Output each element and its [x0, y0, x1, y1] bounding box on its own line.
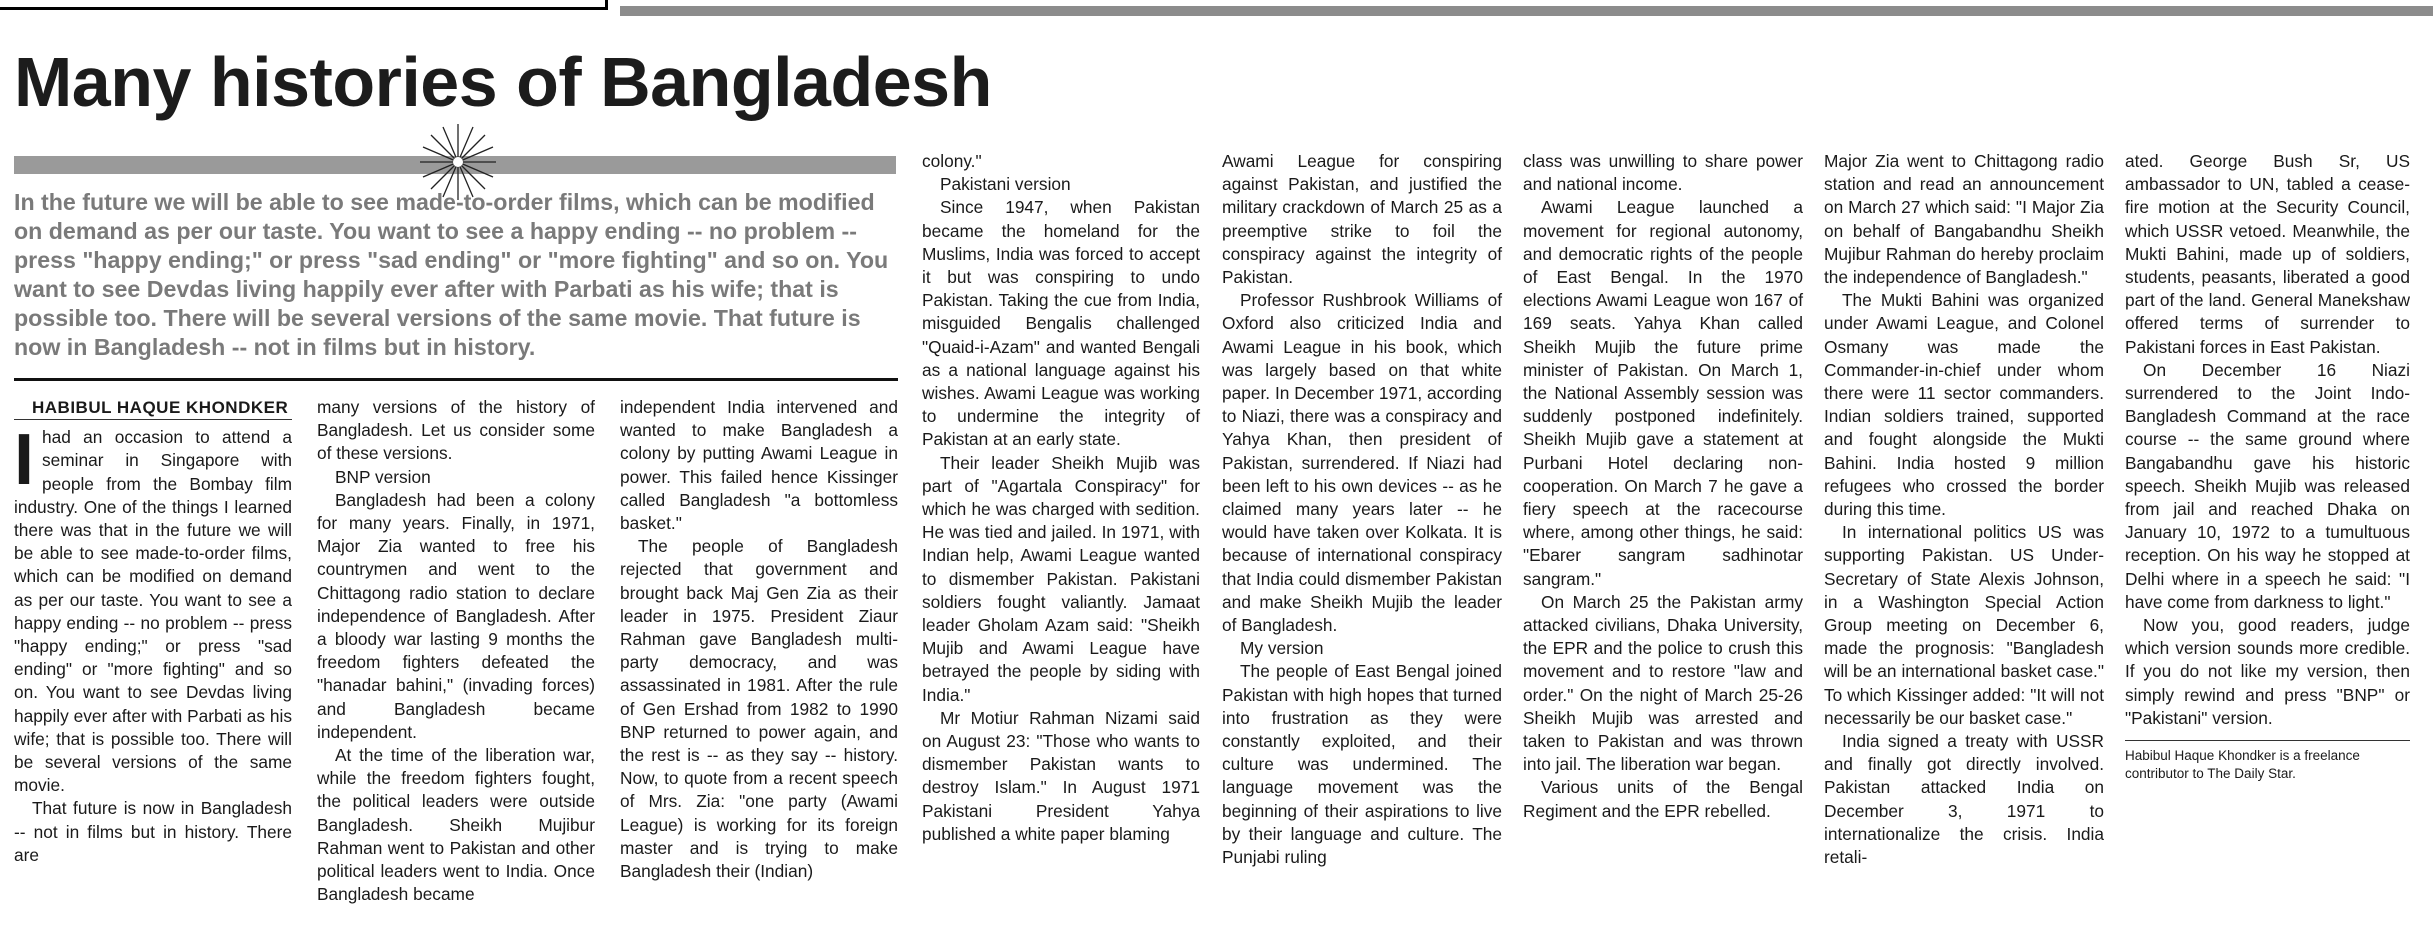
article-column-8	[2125, 150, 2410, 783]
paragraph: colony."	[922, 151, 982, 171]
paragraph: Bangladesh had been a colony for many years. Finally, in 1971, Major Zia wanted to free his countrymen and went to the Chittagong radio station to declare independence of Bangladesh. After a bloody war lasting 9 months the freedom fighters defeated the "hanadar bahini," (invading forces) and Bangladesh became independent.	[317, 489, 595, 742]
article-column-1	[14, 396, 292, 867]
paragraph: Their leader Sheikh Mujib was part of "Agartala Conspiracy" for which he was charged with sedition. He was tied and jailed. In 1971, with Indian help, Awami League wanted to dismember Pakistan. Pakistani soldiers fought valiantly. Jamaat leader Gholam Azam said: "Sheikh Mujib and Awami League have betrayed the people by siding with India."	[922, 452, 1200, 705]
headline: Many histories of Bangladesh	[14, 43, 992, 121]
paragraph: Professor Rushbrook Williams of Oxford also criticized India and Awami League in his book, which was largely based on that white paper. In December 1971, according to Niazi, there was a conspiracy and Yahya Khan, then president of Pakistan, surrendered. If Niazi had been left to his own devices -- as he claimed many years later -- he would have taken over Kolkata. It is because of international conspiracy that India could dismember Pakistan and make Sheikh Mujib the leader of Bangladesh.	[1222, 290, 1502, 636]
article-column-3	[620, 396, 898, 883]
paragraph: ated. George Bush Sr, US ambassador to UN, tabled a cease-fire motion at the Security Council, which USSR vetoed. Meanwhile, the Mukti Bahini, made up of soldiers, students, peasants, liberated a good part of the land. General Manekshaw offered terms of surrender to Pakistani forces in East Pakistan.	[2125, 151, 2410, 357]
paragraph: class was unwilling to share power and national income.	[1523, 151, 1803, 195]
article-column-4	[922, 150, 1200, 846]
header-box-rule	[0, 0, 608, 10]
subhead-pakistani-version: Pakistani version	[940, 174, 1071, 195]
header-grey-bar	[620, 6, 2433, 16]
paragraph: On December 16 Niazi surrendered to the Joint Indo-Bangladesh Command at the race course -- the same ground where Bangabandhu gave his historic speech. Sheikh Mujib was released from jail and reached Dhaka on January 10, 1972 to a tumultuous reception. On his way he stopped at Delhi where in a speech he said: "I have come from darkness to light."	[2125, 359, 2410, 612]
drop-cap: I	[14, 420, 35, 501]
article-column-7	[1824, 150, 2104, 869]
subhead-bnp-version: BNP version	[335, 466, 431, 487]
paragraph: Mr Motiur Rahman Nizami said on August 23: "Those who wants to dismember Pakistan wants to destroy Islam." In August 1971 Pakistani President Yahya published a white paper blaming	[922, 707, 1200, 844]
article-column-5	[1222, 150, 1502, 869]
subhead-my-version: My version	[1240, 638, 1324, 659]
paragraph: I had an occasion to attend a seminar in Singapore with people from the Bombay film industry. One of the things I learned there was that in the future we will be able to see made-to-order films, which can be modified on demand as per our taste. You want to see a happy ending -- no problem -- press "happy ending;" or press "sad ending" or "more fighting" and so on. You want to see Devdas living happily ever after with Parbati as his wife; that is possible too. There will be several versions of the same movie.	[14, 420, 292, 796]
paragraph: At the time of the liberation war, while the freedom fighters fought, the political leaders were outside Bangladesh. Sheikh Mujibur Rahman went to Pakistan and other political leaders went to India. Once Bangladesh became	[317, 745, 595, 905]
article-column-6	[1523, 150, 1803, 823]
paragraph: The people of East Bengal joined Pakistan with high hopes that turned into frustration as they were constantly exploited, and their culture was undermined. The language movement was the beginning of their aspirations to live by their language and culture. The Punjabi ruling	[1222, 661, 1502, 868]
paragraph: On March 25 the Pakistan army attacked civilians, Dhaka University, the EPR and the police to crush this movement and to restore "law and order." On the night of March 25-26 Sheikh Mujib was arrested and taken to Pakistan and was thrown into jail. The liberation war began.	[1523, 591, 1803, 775]
paragraph: India signed a treaty with USSR and finally got directly involved. Pakistan attacked India on December 3, 1971 to internationalize the crisis. India retali-	[1824, 731, 2104, 868]
deck-summary: In the future we will be able to see made-to-order films, which can be modified on demand as per our taste. You want to see a happy ending -- no problem -- press "happy ending;" or press "sad ending" or "more fighting" and so on. You want to see Devdas living happily ever after with Parbati as his wife; that is possible too. There will be several versions of the same movie. That future is now in Bangladesh -- not in films but in history.	[14, 189, 889, 360]
byline-rule	[14, 419, 292, 420]
paragraph: Now you, good readers, judge which version sounds more credible. If you do not like my version, then simply rewind and press "BNP" or "Pakistani" version.	[2125, 615, 2410, 728]
author-credit: Habibul Haque Khondker is a freelance contributor to The Daily Star.	[2125, 748, 2360, 782]
deck-rule	[14, 378, 898, 381]
paragraph: Various units of the Bengal Regiment and the EPR rebelled.	[1523, 777, 1803, 821]
paragraph: That future is now in Bangladesh -- not in films but in history. There are	[14, 798, 292, 865]
paragraph: Major Zia went to Chittagong radio station and read an announcement on March 27 which said: "I Major Zia on behalf of Bangabandhu Sheikh Mujibur Rahman do hereby proclaim the independence of Bangladesh."	[1824, 151, 2104, 288]
paragraph: independent India intervened and wanted to make Bangladesh a colony by putting Awami League in power. This failed hence Kissinger called Bangladesh "a bottomless basket."	[620, 397, 898, 534]
paragraph: In international politics US was supporting Pakistan. US Under-Secretary of State Alexis Johnson, in a Washington Special Action Group meeting on December 6, made the prognosis: "Bangladesh will be an international basket case." To which Kissinger added: "It will not necessarily be our basket case."	[1824, 522, 2104, 728]
paragraph: Awami League for conspiring against Pakistan, and justified the military crackdown of March 25 as a preemptive strike to foil the conspiracy against the integrity of Pakistan.	[1222, 151, 1502, 288]
credit-rule	[2125, 740, 2410, 741]
paragraph: Since 1947, when Pakistan became the homeland for the Muslims, India was forced to accept it but was conspiring to undo Pakistan. Taking the cue from India, misguided Bengalis challenged "Quaid-i-Azam" and wanted Bengali as a national language against his wishes. Awami League was working to undermine the integrity of Pakistan at an early state.	[922, 197, 1200, 450]
paragraph: The people of Bangladesh rejected that government and brought back Maj Gen Zia as their leader in 1975. President Ziaur Rahman gave Bangladesh multi-party democracy, and was assassinated in 1981. After the rule of Gen Ershad from 1982 to 1990 BNP returned to power again, and the rest is -- as they say -- history. Now, to quote from a recent speech of Mrs. Zia: "one party (Awami League) is working for its foreign master and is trying to make Bangladesh their (Indian)	[620, 536, 898, 882]
paragraph: Awami League launched a movement for regional autonomy, and democratic rights of the people of East Bengal. In the 1970 elections Awami League won 167 of 169 seats. Yahya Khan called Sheikh Mujib the future prime minister of Pakistan. On March 1, the National Assembly session was suddenly postponed indefinitely. Sheikh Mujib gave a statement at Purbani Hotel declaring non-cooperation. On March 7 he gave a fiery speech at the racecourse where, among other things, he said: "Ebarer sangram sadhinotar sangram."	[1523, 197, 1803, 589]
byline: HABIBUL HAQUE KHONDKER	[32, 398, 289, 417]
paragraph: The Mukti Bahini was organized under Awami League, and Colonel Osmany was made the Commander-in-chief under whom there were 11 sector commanders. Indian soldiers trained, supported and fought alongside the Mukti Bahini. India hosted 9 million refugees who crossed the border during this time.	[1824, 290, 2104, 520]
article-column-2	[317, 396, 595, 906]
paragraph: many versions of the history of Bangladesh. Let us consider some of these versions.	[317, 397, 595, 464]
